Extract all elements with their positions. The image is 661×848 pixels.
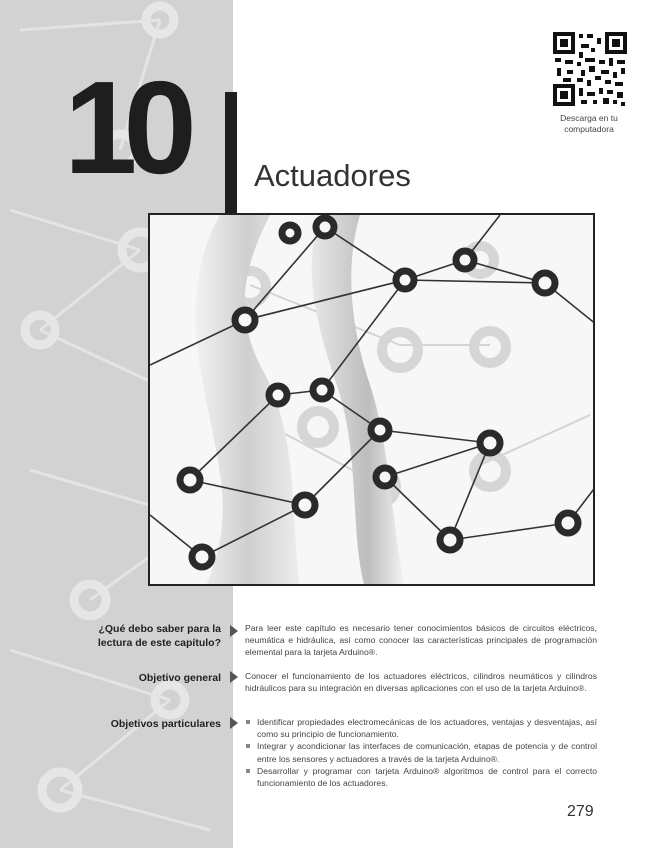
list-item: Desarrollar y programar con tarjeta Arduino® algoritmos de control para el correcto funcionamiento de los actuadores. [245,765,597,789]
list-item: Integrar y acondicionar las interfaces de comunicación, etapas de potencia y de control entre los sensores y actuadores a través de la tarjeta Arduino®. [245,740,597,764]
arrow-right-icon [230,671,238,683]
section-label-particular-objectives: Objetivos particulares [110,718,221,730]
chapter-number: 10 [64,54,183,201]
section-text-prior-knowledge: Para leer este capítulo es necesario tener conocimientos básicos de circuitos eléctricos, neumática e hidráulica, así como conocer las características principales de programación elemental para la tarjeta Arduino®. [245,623,597,658]
chapter-hero-illustration [148,213,595,586]
arrow-right-icon [230,717,238,729]
chapter-title: Actuadores [254,158,411,193]
section-label-line: ¿Qué debo saber para la [98,623,221,635]
qr-caption-line1: Descarga en tu [560,113,618,123]
section-text-general-objective: Conocer el funcionamiento de los actuadores eléctricos, cilindros neumáticos y cilindros hidráulicos para su integración en diversas aplicaciones con el uso de la tarjeta Arduino®. [245,671,597,694]
particular-objectives-list [245,716,597,789]
qr-caption [541,113,637,135]
page-number: 279 [567,803,594,820]
network-nodes-image [150,215,595,586]
arrow-right-icon [230,625,238,637]
list-item: Identificar propiedades electromecánicas de los actuadores, ventajas y desventajas, así como su principio de funcionamiento. [245,716,597,740]
chapter-divider-bar [225,92,237,214]
section-label-prior-knowledge [98,622,221,650]
section-label-general-objective: Objetivo general [138,672,221,684]
qr-code-icon[interactable] [553,32,627,106]
qr-caption-line2: computadora [564,124,614,134]
section-label-line: lectura de este capítulo? [97,637,221,649]
